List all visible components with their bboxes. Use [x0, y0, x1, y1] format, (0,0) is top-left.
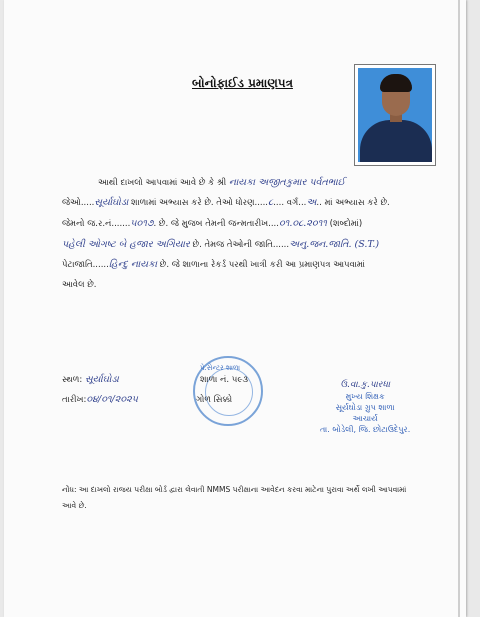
stamp-principal: આચાર્ય: [352, 414, 378, 423]
line-5-prefix: પેટાજાતિ......: [62, 260, 109, 270]
line-2-suffix: .. માં અભ્યાસ કરે છે.: [316, 198, 390, 208]
line-2-prefix: જેઓ.....: [62, 198, 95, 208]
line-2-mid2: .... વર્ગ...: [273, 198, 307, 208]
seal-ring-text: પે.સેન્ટર શાળા: [200, 364, 241, 372]
subcaste-value: હિન્દુ નાયકા: [108, 259, 158, 270]
place-value: સૂર્યાઘોડા: [84, 374, 119, 385]
line-3: [62, 218, 362, 230]
line-3-suffix: (શબ્દોમાં): [329, 219, 363, 229]
line-5: [62, 259, 365, 271]
place-row: [62, 374, 119, 386]
date-row: [62, 394, 138, 406]
principal-stamp: [320, 380, 410, 435]
caste-value: અનુ.જન.જાતિ. (S.T.): [289, 239, 380, 250]
page-edge: [458, 0, 460, 617]
certificate-title: બોનોફાઈડ પ્રમાણપત્ર: [192, 76, 293, 90]
stamp-school: સૂર્યઘોડા ગ્રુપ શાળા: [335, 403, 395, 412]
birth-date: ૦૧.૦૮.૨૦૧૧: [278, 218, 327, 229]
place-label: સ્થળ:: [62, 375, 83, 385]
line-6: આવેલ છે.: [62, 280, 97, 290]
line-2-mid: શાળામાં અભ્યાસ કરે છે. તેઓ ધોરણ.....: [131, 198, 268, 208]
line-1-text: આથી દાખલો આપવામાં આવે છે કે શ્રી: [98, 178, 227, 188]
birth-date-words: પહેલી ઓગષ્ટ બે હજાર અગિયાર: [62, 239, 190, 250]
school-number: શાળા નં. ૫૯૩: [200, 375, 249, 385]
line-3-mid: . છે. જે મુજબ તેમની જન્મતારીખ....: [153, 219, 279, 229]
signature-text: ઉ.વા.કુ.પારધા: [340, 380, 391, 390]
line-4-suffix: છે. તેમજ તેઓની જાતિ......: [192, 240, 290, 250]
date-value: ૦૪/૦૧/૨૦૨૫: [86, 394, 138, 405]
class-value: અ: [306, 197, 317, 208]
line-4: [62, 239, 379, 251]
student-name: નાયકા અજીતકુમાર પર્વતભાઈ: [228, 177, 346, 188]
line-2: [62, 197, 390, 209]
line-1: [98, 177, 345, 189]
date-label: તારીખ:: [62, 395, 87, 405]
line-3-prefix: જેમનો જ.ર.નં.......: [62, 219, 131, 229]
register-number: ૫૦૧૭: [130, 218, 154, 229]
stamp-address: તા. બોડેલી, જિ. છોટાઉદેપુર.: [320, 425, 411, 434]
student-photo: [354, 64, 436, 166]
line-5-suffix: છે. જે શાળાના રેકર્ડ પરથી ખાત્રી કરી આ પ્રમાણપત્ર આપવામાં: [159, 260, 365, 270]
standard-value: ૮: [268, 197, 274, 208]
seal-label: ગોળ સિક્કો: [196, 395, 233, 405]
stamp-role: મુખ્ય શિક્ષક: [345, 392, 385, 401]
footnote: નોંધ: આ દાખલો રાજય પરીક્ષા બોર્ડ દ્વારા લેવાતી NMMS પરીક્ષાના આવેદન કરવા માટેના પુરાવા અર્થે લખી આપવામાં આવે છે.: [62, 485, 407, 510]
certificate-sheet: [4, 0, 466, 617]
school-name: સૂર્યાઘોડા: [94, 197, 129, 208]
